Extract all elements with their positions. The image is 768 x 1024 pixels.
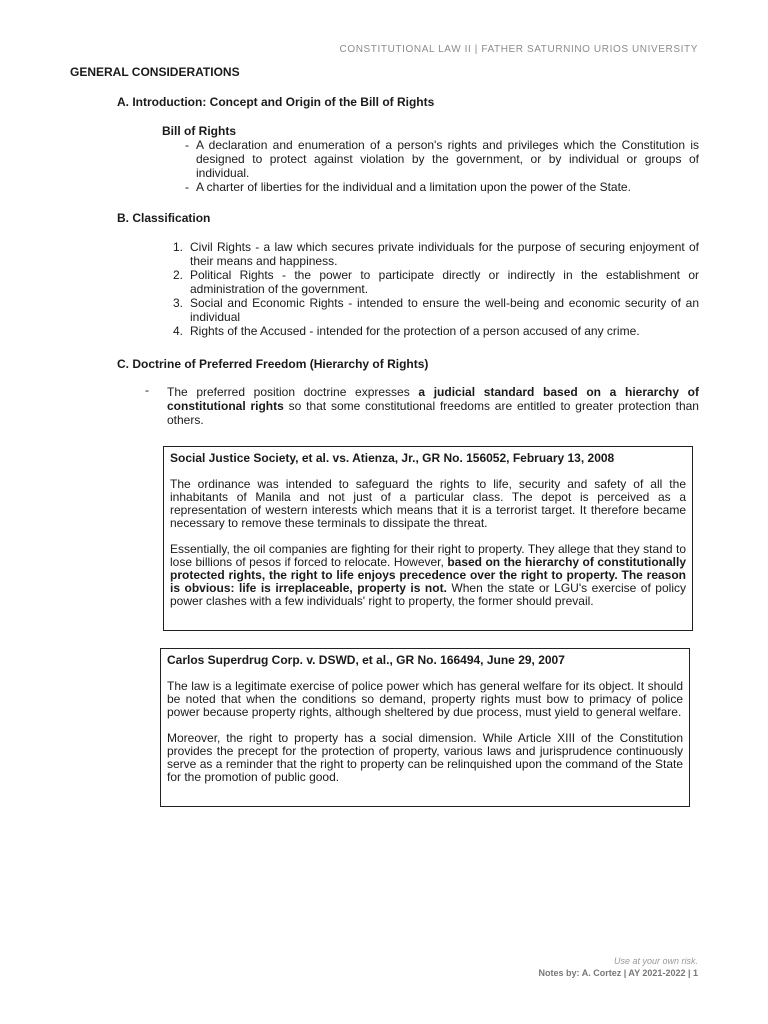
list-text: Social and Economic Rights - intended to ensure the well-being and economic security of an individual: [190, 296, 699, 324]
list-text: Civil Rights - a law which secures private individuals for the purpose of securing enjoyment of their means and happiness.: [190, 240, 699, 268]
case-title: Social Justice Society, et al. vs. Atienza, Jr., GR No. 156052, February 13, 2008: [170, 451, 615, 465]
section-b-heading: B. Classification: [117, 211, 211, 225]
dash-marker: -: [145, 383, 149, 397]
text-run: When the state or LGU's exercise of policy power clashes with a few individuals' right to property, the former should prevail.: [170, 581, 686, 608]
case-paragraph: The law is a legitimate exercise of police power which has general welfare for its object. It should be noted that when the conditions so demand, property rights must bow to primacy of police power because property rights, although sheltered by due process, must yield to general welfare.: [167, 679, 683, 719]
bold-run: a judicial standard based on a hierarchy of constitutional rights: [167, 385, 699, 413]
preferred-position-paragraph: [145, 385, 699, 427]
section-a-heading: A. Introduction: Concept and Origin of the Bill of Rights: [117, 95, 435, 109]
page-header: CONSTITUTIONAL LAW II | FATHER SATURNINO URIOS UNIVERSITY: [339, 44, 698, 55]
case-box-social-justice-society: [163, 446, 693, 631]
list-item: [173, 268, 699, 296]
footer-notes: Notes by: A. Cortez | AY 2021-2022 | 1: [538, 968, 698, 978]
bill-of-rights-subheading: Bill of Rights: [162, 124, 236, 138]
bullet-item: - A declaration and enumeration of a person's rights and privileges which the Constitution is designed to protect against violation by the government, or by individual or groups of individual.: [185, 138, 699, 180]
text-run: Essentially, the oil companies are fighting for their right to property. They allege that they stand to lose billions of pesos if forced to relocate. However,: [170, 542, 686, 569]
case-box-carlos-superdrug: [160, 648, 690, 807]
text-run: so that some constitutional freedoms are entitled to greater protection than others.: [167, 399, 699, 427]
case-paragraph: [170, 543, 686, 608]
list-text: Rights of the Accused - intended for the protection of a person accused of any crime.: [190, 324, 640, 338]
bold-run: based on the hierarchy of constitutionally protected rights, the right to life enjoys precedence over the right to property. The reason is obvious: life is irreplaceable, property is not.: [170, 555, 686, 595]
case-paragraph: The ordinance was intended to safeguard the rights to life, security and safety of all the inhabitants of Manila and not just of a particular class. The depot is perceived as a representation of western interests which means that it is a terrorist target. It therefore became necessary to remove these terminals to dissipate the threat.: [170, 477, 686, 530]
section-c-heading: C. Doctrine of Preferred Freedom (Hierarchy of Rights): [117, 357, 429, 371]
list-number: 1.: [173, 240, 184, 254]
list-item: [173, 296, 699, 324]
bullet-item: - A charter of liberties for the individual and a limitation upon the power of the State.: [185, 180, 699, 194]
paragraph-text: [167, 385, 699, 427]
case-title: Carlos Superdrug Corp. v. DSWD, et al., GR No. 166494, June 29, 2007: [167, 653, 565, 667]
case-paragraph: Moreover, the right to property has a social dimension. While Article XIII of the Constitution provides the precept for the protection of property, various laws and jurisprudence continuously serve as a reminder that the right to property can be relinquished upon the command of the State for the promotion of public good.: [167, 731, 683, 784]
footer-disclaimer: Use at your own risk.: [613, 956, 698, 966]
text-run: The preferred position doctrine expresses: [167, 385, 419, 399]
main-heading: GENERAL CONSIDERATIONS: [70, 65, 240, 79]
bill-of-rights-bullets: [185, 138, 699, 194]
list-text: Political Rights - the power to participate directly or indirectly in the establishment or administration of the government.: [190, 268, 699, 296]
list-item: [173, 240, 699, 268]
list-number: 2.: [173, 268, 184, 282]
list-item: [173, 324, 699, 338]
list-number: 3.: [173, 296, 184, 310]
list-number: 4.: [173, 324, 184, 338]
classification-list: [173, 240, 699, 338]
